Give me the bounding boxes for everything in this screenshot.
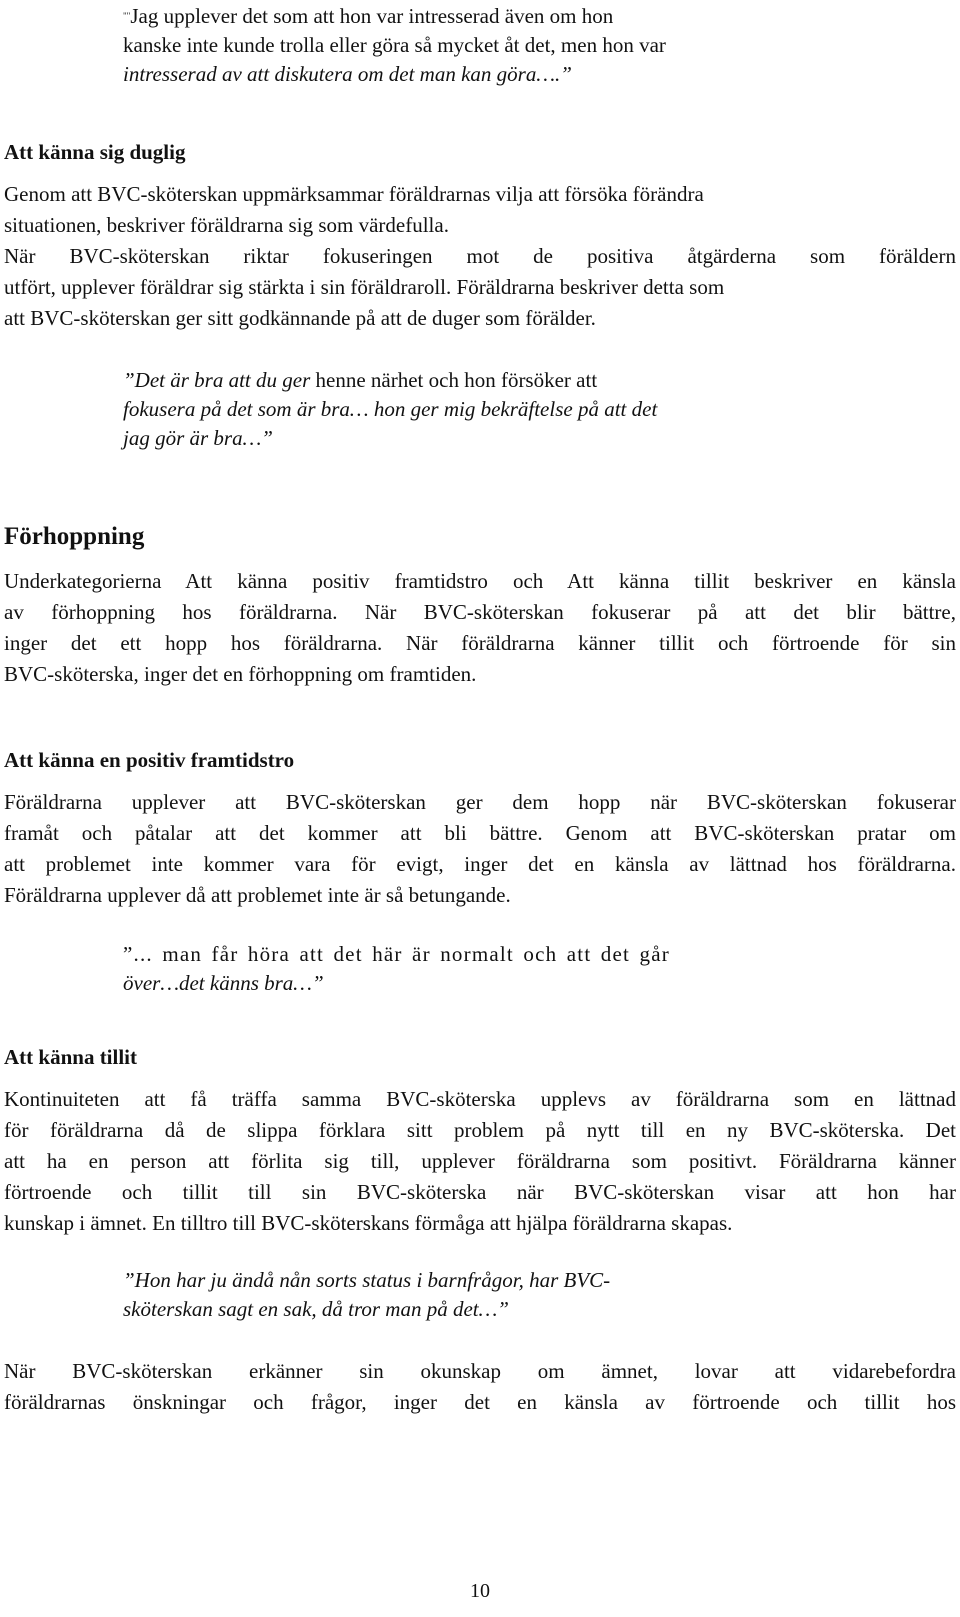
paragraph-line: kunskap i ämnet. En tilltro till BVC-sköterskans förmåga att hjälpa föräldrarna skapas.	[4, 1211, 733, 1235]
page-number: 10	[470, 1580, 490, 1602]
quote-line: ”Det är bra att du ger henne närhet och hon försöker att	[123, 368, 598, 392]
paragraph-line: utfört, upplever föräldrar sig stärkta i sin föräldraroll. Föräldrarna beskriver detta som	[4, 275, 725, 299]
paragraph-line: När BVC-sköterskan erkänner sin okunskap om ämnet, lovar att vidarebefordra	[4, 1359, 956, 1383]
paragraph-duglig	[4, 179, 956, 334]
quote-line: fokusera på det som är bra… hon ger mig bekräftelse på att det	[123, 397, 658, 421]
quote-block-4	[123, 1266, 823, 1324]
paragraph-line: BVC-sköterska, inger det en förhoppning om framtiden.	[4, 662, 477, 686]
paragraph-line: framåt och påtalar att det kommer att bli bättre. Genom att BVC-sköterskan pratar om	[4, 821, 956, 845]
quote-line: kanske inte kunde trolla eller göra så mycket åt det, men hon var	[123, 33, 666, 57]
paragraph-line: av förhoppning hos föräldrarna. När BVC-sköterskan fokuserar på att det blir bättre,	[4, 600, 956, 624]
paragraph-line: för föräldrarna då de slippa förklara sitt problem på nytt till en ny BVC-sköterska. Det	[4, 1118, 956, 1142]
heading-forhoppning: Förhoppning	[4, 523, 145, 550]
paragraph-line: förtroende och tillit till sin BVC-sköterska när BVC-sköterskan visar att hon har	[4, 1180, 956, 1204]
quote-line: ”Hon har ju ändå nån sorts status i barnfrågor, har BVC-	[123, 1268, 611, 1292]
paragraph-line: inger det ett hopp hos föräldrarna. När föräldrarna känner tillit och förtroende för sin	[4, 631, 956, 655]
paragraph-line: att BVC-sköterskan ger sitt godkännande på att de duger som förälder.	[4, 306, 596, 330]
paragraph-framtidstro	[4, 787, 956, 911]
quote-line: sköterskan sagt en sak, då tror man på det…”	[123, 1297, 509, 1321]
paragraph-line: När BVC-sköterskan riktar fokuseringen mot de positiva åtgärderna som föräldern	[4, 244, 956, 268]
paragraph-forhoppning	[4, 566, 956, 690]
quote-line: ""Jag upplever det som att hon var intresserad även om hon	[123, 4, 614, 28]
paragraph-line: att ha en person att förlita sig till, upplever föräldrarna som positivt. Föräldrarna känner	[4, 1149, 956, 1173]
quote-block-2	[123, 366, 823, 453]
paragraph-line: Genom att BVC-sköterskan uppmärksammar föräldrarnas vilja att försöka förändra	[4, 182, 704, 206]
paragraph-line: Underkategorierna Att känna positiv framtidstro och Att känna tillit beskriver en känsla	[4, 569, 956, 593]
heading-att-kanna-tillit: Att känna tillit	[4, 1045, 138, 1069]
paragraph-tillit	[4, 1084, 956, 1239]
paragraph-line: Kontinuiteten att få träffa samma BVC-sköterska upplevs av föräldrarna som en lättnad	[4, 1087, 956, 1111]
paragraph-closing	[4, 1356, 956, 1418]
quote-block-3	[123, 940, 823, 998]
paragraph-line: att problemet inte kommer vara för evigt, inger det en känsla av lättnad hos föräldrarna.	[4, 852, 956, 876]
quote-line: intresserad av att diskutera om det man kan göra….”	[123, 62, 572, 86]
quote-line: över…det känns bra…”	[123, 971, 324, 995]
paragraph-line: Föräldrarna upplever då att problemet inte är så betungande.	[4, 883, 511, 907]
paragraph-line: situationen, beskriver föräldrarna sig som värdefulla.	[4, 213, 449, 237]
paragraph-line: Föräldrarna upplever att BVC-sköterskan ger dem hopp när BVC-sköterskan fokuserar	[4, 790, 956, 814]
quote-block-1	[123, 2, 823, 89]
paragraph-line: föräldrarnas önskningar och frågor, inger det en känsla av förtroende och tillit hos	[4, 1390, 956, 1414]
quote-line: ”... man får höra att det här är normalt och att det går	[123, 942, 670, 966]
quote-marks: ""	[123, 11, 131, 21]
heading-positiv-framtidstro: Att känna en positiv framtidstro	[4, 748, 295, 772]
heading-att-kanna-sig-duglig: Att känna sig duglig	[4, 140, 186, 164]
quote-line: jag gör är bra…”	[123, 426, 273, 450]
